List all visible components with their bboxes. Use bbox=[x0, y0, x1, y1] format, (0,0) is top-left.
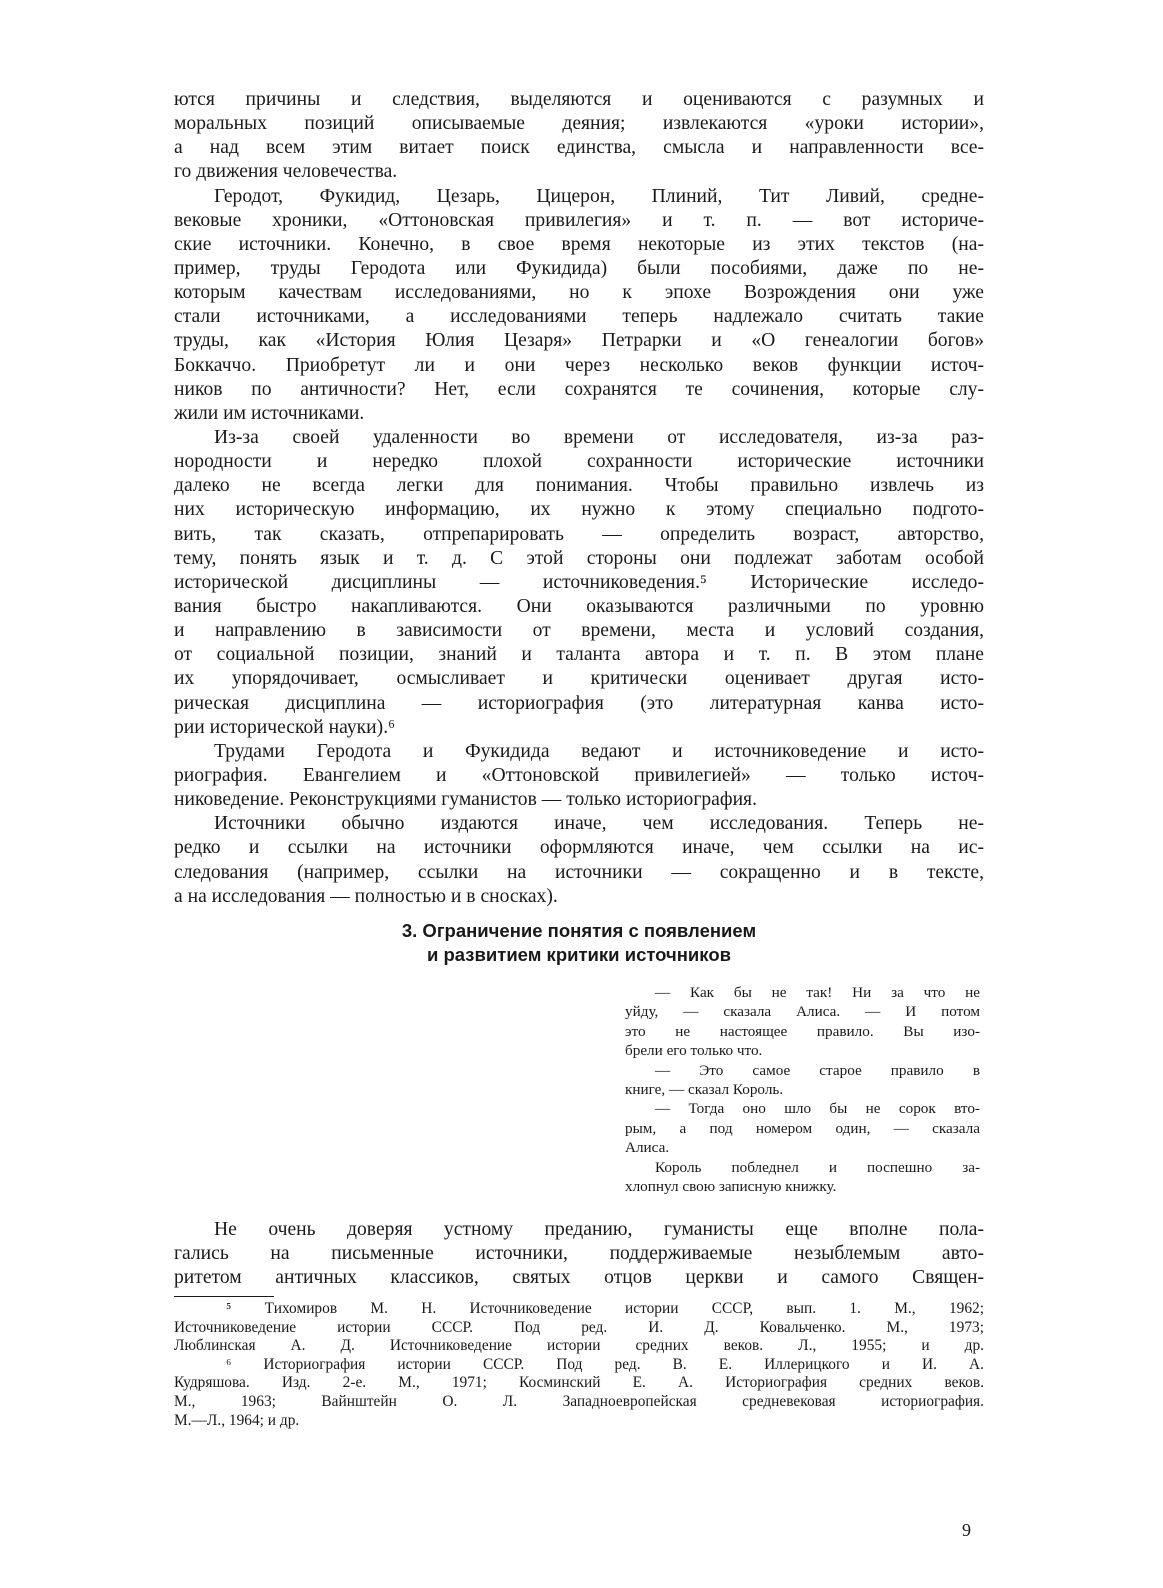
main-text-top bbox=[174, 88, 984, 909]
section-heading bbox=[174, 919, 984, 967]
footnote-line: ⁵ Тихомиров М. Н. Источниковедение истории СССР, вып. 1. М., 1962; bbox=[226, 1300, 984, 1317]
text-line: далеко не всегда легки для понимания. Чтобы правильно извлечь из bbox=[174, 475, 984, 497]
text-line: исторической дисциплины — источниковедения.⁵ Исторические исследо- bbox=[174, 571, 984, 593]
text-line: ются причины и следствия, выделяются и оцениваются с разумных и bbox=[174, 89, 984, 110]
text-line: а над всем этим витает поиск единства, смысла и направленности все- bbox=[174, 137, 984, 159]
text-line: ритетом античных классиков, святых отцов церкви и самого Священ- bbox=[174, 1267, 984, 1289]
footnote-line: Источниковедение истории СССР. Под ред. И. Д. Ковальченко. М., 1973; bbox=[174, 1318, 984, 1336]
epigraph-line: Алиса. bbox=[625, 1139, 670, 1157]
text-line: их упорядочивает, осмысливает и критически оценивает другая исто- bbox=[174, 668, 984, 690]
footnote-line: Кудряшова. Изд. 2-е. М., 1971; Косминский Е. А. Историография средних веков. bbox=[174, 1374, 984, 1392]
footnote-line: ⁶ Историография истории СССР. Под ред. В. Е. Иллерицкого и И. А. bbox=[226, 1355, 984, 1373]
epigraph-line: — Тогда оно шло бы не сорок вто- bbox=[655, 1100, 980, 1118]
epigraph-line: Король побледнел и поспешно за- bbox=[655, 1158, 980, 1176]
text-line: следования (например, ссылки на источники — сокращенно и в тексте, bbox=[174, 861, 984, 883]
page-number: 9 bbox=[962, 1520, 971, 1540]
epigraph-line: — Как бы не так! Ни за что не bbox=[655, 984, 980, 1001]
text-line: Боккаччо. Приобретут ли и они через несколько веков функции источ- bbox=[174, 354, 984, 376]
epigraph-line: уйду, — сказала Алиса. — И потом bbox=[625, 1003, 980, 1021]
epigraph-line: рым, а под номером один, — сказала bbox=[625, 1119, 980, 1137]
text-line: редко и ссылки на источники оформляются иначе, чем ссылки на ис- bbox=[174, 837, 984, 859]
section-heading-line-1: 3. Ограничение понятия с появлением bbox=[401, 920, 757, 941]
text-line: Трудами Геродота и Фукидида ведают и источниковедение и исто- bbox=[214, 740, 984, 762]
text-line: го движения человечества. bbox=[174, 161, 398, 183]
text-line: нородности и нередко плохой сохранности исторические источники bbox=[174, 451, 984, 473]
epigraph bbox=[625, 983, 980, 1196]
text-line: которым качествам исследованиями, но к эпохе Возрождения они уже bbox=[174, 282, 984, 304]
text-line: Источники обычно издаются иначе, чем исследования. Теперь не- bbox=[214, 813, 984, 835]
text-line: жили им источниками. bbox=[174, 402, 365, 424]
text-line: никоведение. Реконструкциями гуманистов — только историография. bbox=[174, 789, 757, 811]
text-line: вить, так сказать, отпрепарировать — определить возраст, авторство, bbox=[174, 523, 984, 545]
footnote-line: М., 1963; Вайнштейн О. Л. Западноевропейская средневековая историография. bbox=[174, 1392, 984, 1410]
text-line: вания быстро накапливаются. Они оказываются различными по уровню bbox=[174, 595, 984, 617]
text-line: стали источниками, а исследованиями теперь надлежало считать такие bbox=[174, 306, 984, 328]
text-line: рическая дисциплина — историография (это литературная канва исто- bbox=[174, 692, 984, 714]
text-line: рии исторической науки).⁶ bbox=[174, 716, 395, 738]
text-line: ские источники. Конечно, в свое время некоторые из этих текстов (на- bbox=[174, 233, 984, 255]
text-line: них историческую информацию, их нужно к этому специально подгото- bbox=[174, 499, 984, 521]
text-line: Геродот, Фукидид, Цезарь, Цицерон, Плиний, Тит Ливий, средне- bbox=[214, 185, 984, 207]
epigraph-line: это не настоящее правило. Вы изо- bbox=[625, 1022, 980, 1040]
section-heading-line-2: и развитием критики источников bbox=[426, 944, 731, 965]
main-text-bottom bbox=[174, 1218, 984, 1290]
text-line: ников по античности? Нет, если сохранятся те сочинения, которые слу- bbox=[174, 378, 984, 400]
text-line: Из-за своей удаленности во времени от исследователя, из-за раз- bbox=[214, 426, 984, 448]
text-line: Не очень доверяя устному преданию, гуманисты еще вполне пола- bbox=[214, 1219, 984, 1240]
text-line: труды, как «История Юлия Цезаря» Петрарки и «О генеалогии богов» bbox=[174, 330, 984, 352]
text-line: вековые хроники, «Оттоновская привилегия» и т. п. — вот историче- bbox=[174, 209, 984, 231]
text-line: а на исследования — полностью и в сносках). bbox=[174, 885, 558, 907]
epigraph-line: — Это самое старое правило в bbox=[655, 1061, 980, 1079]
text-line: тему, понять язык и т. д. С этой стороны они подлежат заботам особой bbox=[174, 547, 984, 569]
epigraph-line: брели его только что. bbox=[625, 1042, 763, 1060]
footnote-divider bbox=[174, 1296, 274, 1297]
footnote-line: М.—Л., 1964; и др. bbox=[174, 1411, 300, 1429]
text-line: гались на письменные источники, поддерживаемые незыблемым авто- bbox=[174, 1243, 984, 1265]
text-line: риография. Евангелием и «Оттоновской привилегией» — только источ- bbox=[174, 764, 984, 786]
footnotes bbox=[174, 1300, 984, 1430]
text-line: от социальной позиции, знаний и таланта автора и т. п. В этом плане bbox=[174, 644, 984, 666]
epigraph-line: хлопнул свою записную книжку. bbox=[625, 1177, 837, 1195]
text-line: пример, труды Геродота или Фукидида) были пособиями, даже по не- bbox=[174, 257, 984, 279]
epigraph-line: книге, — сказал Король. bbox=[625, 1080, 784, 1098]
footnote-line: Люблинская А. Д. Источниковедение истории средних веков. Л., 1955; и др. bbox=[174, 1337, 984, 1355]
text-line: моральных позиций описываемые деяния; извлекаются «уроки истории», bbox=[174, 113, 984, 135]
text-line: и направлению в зависимости от времени, места и условий создания, bbox=[174, 620, 984, 642]
